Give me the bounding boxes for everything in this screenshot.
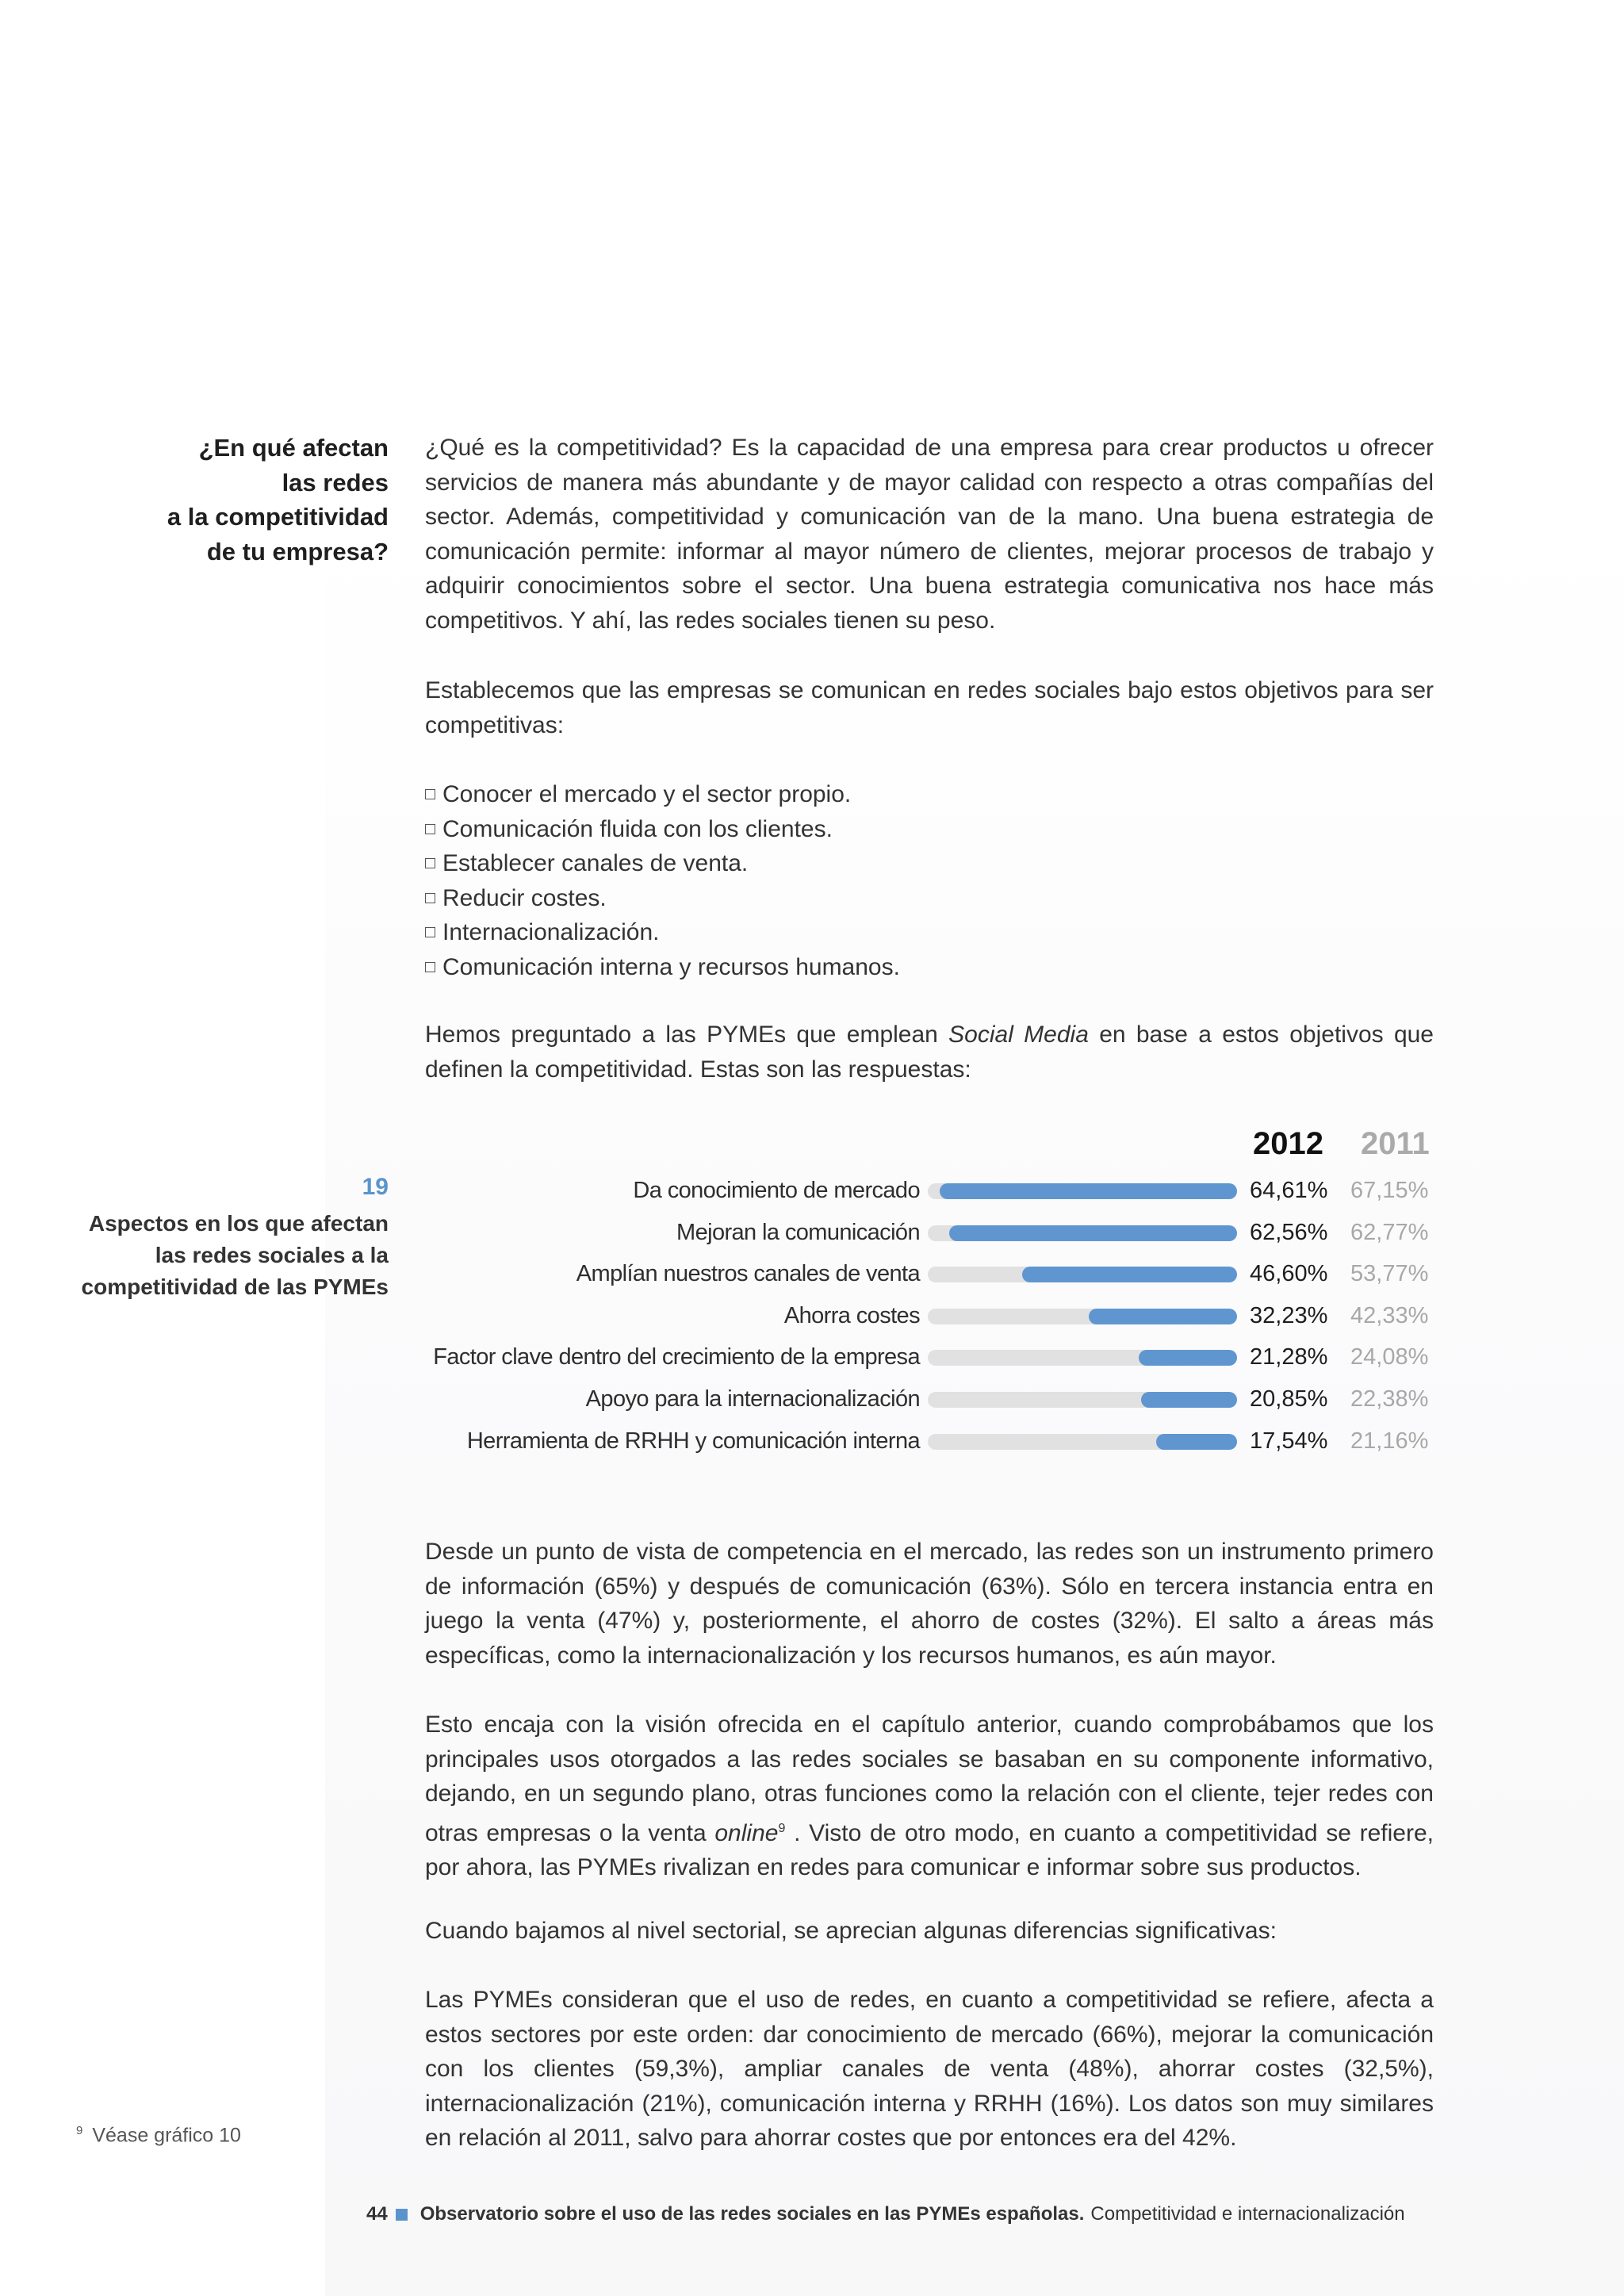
bar-label: Mejoran la comunicación bbox=[676, 1219, 920, 1245]
value-2012: 46,60% bbox=[1250, 1261, 1328, 1287]
figure-number: 19 bbox=[362, 1174, 389, 1200]
section-heading bbox=[48, 431, 389, 569]
list-item bbox=[425, 812, 900, 847]
list-item bbox=[425, 915, 900, 950]
legend-year-2011: 2011 bbox=[1361, 1126, 1430, 1161]
value-2012: 64,61% bbox=[1250, 1178, 1328, 1203]
value-2011: 42,33% bbox=[1350, 1302, 1429, 1328]
value-2012: 32,23% bbox=[1250, 1302, 1328, 1328]
section-heading-line: las redes bbox=[282, 468, 389, 496]
emphasis-text: Social Media bbox=[948, 1022, 1089, 1048]
paragraph-text: Cuando bajamos al nivel sectorial, se aprecian algunas diferencias significativas: bbox=[425, 1918, 1277, 1944]
value-2011: 21,16% bbox=[1350, 1428, 1429, 1454]
bar-label: Ahorra costes bbox=[783, 1302, 920, 1328]
list-item-text: Internacionalización. bbox=[442, 919, 660, 945]
value-2012: 21,28% bbox=[1250, 1344, 1328, 1370]
caption-line: Aspectos en los que afectan bbox=[88, 1211, 389, 1236]
text-run: Hemos preguntado a las PYMEs que emplean bbox=[425, 1022, 949, 1048]
bar-track bbox=[928, 1309, 1237, 1324]
bar-2012 bbox=[949, 1225, 1237, 1241]
page-number: 44 bbox=[366, 2203, 388, 2225]
checkbox-square-icon bbox=[425, 893, 435, 903]
bar-label: Herramienta de RRHH y comunicación interna bbox=[466, 1428, 920, 1454]
objectives-paragraph bbox=[425, 673, 1434, 742]
objectives-list bbox=[425, 777, 900, 984]
checkbox-square-icon bbox=[425, 789, 435, 799]
sector-paragraph bbox=[425, 1983, 1434, 2156]
bar-track bbox=[928, 1392, 1237, 1408]
sector-intro-paragraph bbox=[425, 1914, 1434, 1949]
bar-track bbox=[928, 1434, 1237, 1450]
footer-subtitle: Competitividad e internacionalización bbox=[1090, 2203, 1405, 2225]
text-run: . Visto de otro modo, en cuanto a competitividad se refiere, por ahora, las PYMEs rivalizan en redes para comunicar e informar sobre sus productos. bbox=[425, 1819, 1434, 1880]
page-footer bbox=[366, 2203, 1405, 2225]
checkbox-square-icon bbox=[425, 927, 435, 937]
footnote bbox=[76, 2124, 241, 2147]
bar-2012 bbox=[1156, 1434, 1237, 1450]
list-item bbox=[425, 950, 900, 985]
caption-line: las redes sociales a la bbox=[155, 1243, 389, 1267]
list-item-text: Establecer canales de venta. bbox=[442, 850, 749, 876]
paragraph-text bbox=[425, 1018, 1434, 1087]
value-2011: 62,77% bbox=[1350, 1219, 1429, 1245]
intro-paragraph bbox=[425, 431, 1434, 638]
footer-square-icon bbox=[396, 2209, 408, 2221]
bar-track bbox=[928, 1350, 1237, 1366]
section-heading-line: a la competitividad bbox=[167, 503, 389, 531]
legend-year-2012: 2012 bbox=[1253, 1126, 1323, 1161]
bar-2012 bbox=[1139, 1350, 1237, 1366]
bar-2012 bbox=[1141, 1392, 1237, 1408]
bar-label: Da conocimiento de mercado bbox=[633, 1178, 920, 1203]
paragraph-text bbox=[425, 1708, 1434, 1885]
checkbox-square-icon bbox=[425, 824, 435, 834]
bar-track bbox=[928, 1183, 1237, 1199]
paragraph-text: Desde un punto de vista de competencia en el mercado, las redes son un instrumento primero de información (65%) y después de comunicación (63%). Sólo en tercera instancia entra en juego la venta (47%) y, posteriormente, el ahorro de costes (32%). El salto a áreas más específicas, como la internacionalización y los recursos humanos, es aún mayor. bbox=[425, 1539, 1434, 1669]
bar-2012 bbox=[1089, 1309, 1237, 1324]
value-2012: 17,54% bbox=[1250, 1428, 1328, 1454]
context-paragraph bbox=[425, 1708, 1434, 1885]
section-heading-line: ¿En qué afectan bbox=[198, 434, 389, 462]
list-item bbox=[425, 881, 900, 916]
paragraph-text: ¿Qué es la competitividad? Es la capacidad de una empresa para crear productos u ofrecer servicios de manera más abundante y de mayor calidad con respecto a otras compañías del sector. Además, competitividad y comunicación van de la mano. Una buena estrategia de comunicación permite: informar al mayor número de clientes, mejorar procesos de trabajo y adquirir conocimientos sobre el sector. Una buena estrategia comunicativa nos hace más competitivos. Y ahí, las redes sociales tienen su peso. bbox=[425, 435, 1434, 634]
value-2011: 53,77% bbox=[1350, 1261, 1429, 1287]
value-2011: 22,38% bbox=[1350, 1386, 1429, 1412]
paragraph-text: Las PYMEs consideran que el uso de redes, en cuanto a competitividad se refiere, afecta a estos sectores por este orden: dar conocimiento de mercado (66%), mejorar la comunicación con los clientes (59,3%), ampliar canales de venta (48%), ahorrar costes (32,5%), internacionalización (21%), comunicación interna y RRHH (16%). Los datos son muy similares en relación al 2011, salvo para ahorrar costes que por entonces era del 42%. bbox=[425, 1987, 1434, 2151]
figure-caption bbox=[48, 1208, 389, 1303]
bar-2012 bbox=[1022, 1267, 1237, 1282]
bar-track bbox=[928, 1225, 1237, 1241]
caption-line: competitividad de las PYMEs bbox=[81, 1274, 389, 1299]
value-2011: 24,08% bbox=[1350, 1344, 1429, 1370]
bar-label: Factor clave dentro del crecimiento de la empresa bbox=[433, 1344, 920, 1370]
value-2012: 62,56% bbox=[1250, 1219, 1328, 1245]
list-item-text: Comunicación fluida con los clientes. bbox=[442, 815, 833, 842]
list-item-text: Comunicación interna y recursos humanos. bbox=[442, 953, 900, 980]
text-run: Esto encaja con la visión ofrecida en el capítulo anterior, cuando comprobábamos que los principales usos otorgados a las redes sociales se basaban en su componente informativo, dejando, en un segundo plano, otras funciones como la relación con el cliente, tejer redes con otras empresas o la venta bbox=[425, 1711, 1434, 1846]
value-2011: 67,15% bbox=[1350, 1178, 1429, 1203]
paragraph-text: Establecemos que las empresas se comunican en redes sociales bajo estos objetivos para ser competitivas: bbox=[425, 677, 1434, 738]
value-2012: 20,85% bbox=[1250, 1386, 1328, 1412]
survey-paragraph bbox=[425, 1018, 1434, 1087]
bar-label: Amplían nuestros canales de venta bbox=[576, 1261, 920, 1287]
list-item bbox=[425, 777, 900, 812]
emphasis-text: online bbox=[714, 1819, 779, 1846]
checkbox-square-icon bbox=[425, 858, 435, 868]
list-item-text: Conocer el mercado y el sector propio. bbox=[442, 781, 852, 807]
footnote-reference: 9 bbox=[778, 1821, 786, 1835]
list-item bbox=[425, 846, 900, 881]
footer-title: Observatorio sobre el uso de las redes sociales en las PYMEs españolas. bbox=[419, 2203, 1085, 2225]
analysis-paragraph bbox=[425, 1535, 1434, 1673]
list-item-text: Reducir costes. bbox=[442, 884, 607, 911]
checkbox-square-icon bbox=[425, 962, 435, 972]
text-run: en base a estos objetivos que definen la competitividad. Estas son las respuestas: bbox=[425, 1022, 1434, 1083]
bar-2012 bbox=[940, 1183, 1237, 1199]
bar-label: Apoyo para la internacionalización bbox=[585, 1386, 920, 1412]
bar-track bbox=[928, 1267, 1237, 1282]
section-heading-line: de tu empresa? bbox=[206, 537, 389, 565]
footnote-text: Véase gráfico 10 bbox=[92, 2124, 241, 2147]
footnote-mark: 9 bbox=[76, 2124, 83, 2137]
